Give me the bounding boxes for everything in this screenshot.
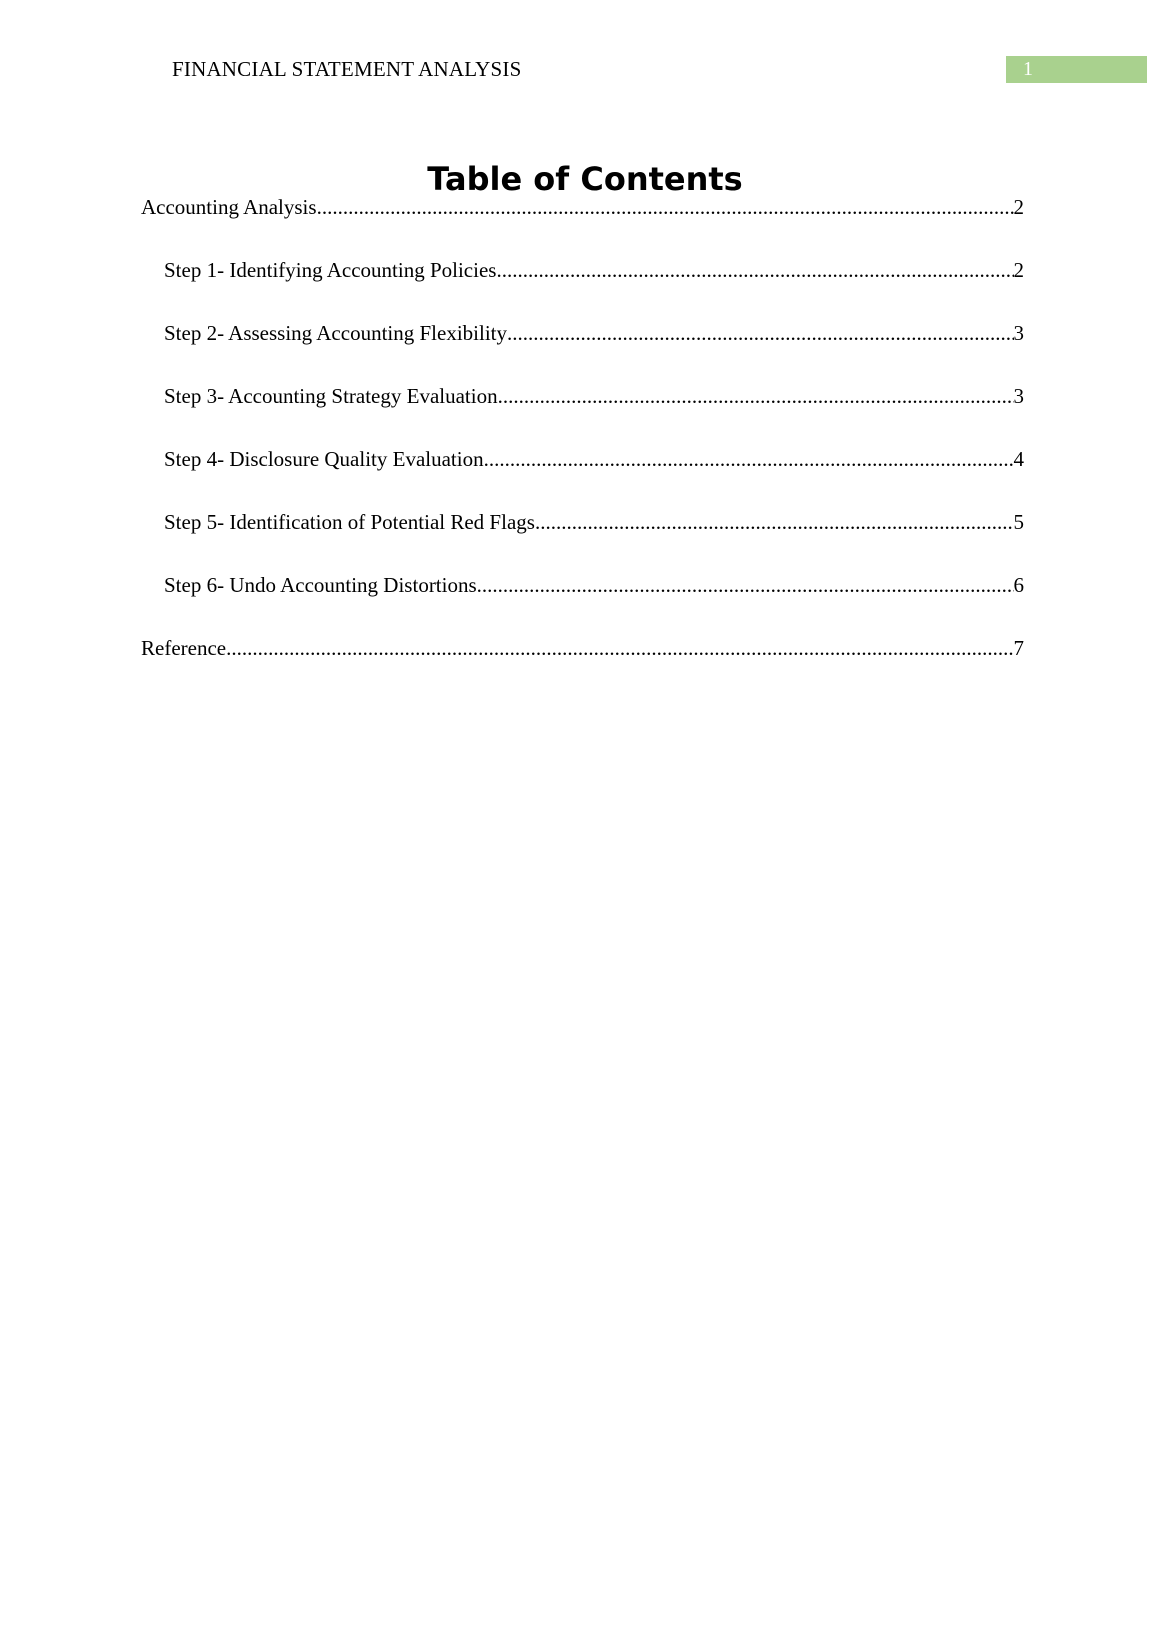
toc-entry-label: Step 4- Disclosure Quality Evaluation: [164, 447, 484, 471]
toc-entry-accounting-analysis[interactable]: [141, 195, 1024, 220]
toc-entry-label: Reference: [141, 636, 227, 660]
toc-entry-step-2[interactable]: [164, 321, 1024, 346]
toc-entry-step-1[interactable]: [164, 258, 1024, 283]
toc-entry-step-6[interactable]: [164, 573, 1024, 598]
toc-dot-leader: [496, 258, 1013, 283]
toc-dot-leader: [498, 384, 1014, 409]
toc-title: Table of Contents: [427, 160, 743, 198]
toc-entry-label: Step 5- Identification of Potential Red Flags: [164, 510, 535, 534]
toc-dot-leader: [477, 573, 1014, 598]
toc-dot-leader: [317, 195, 1014, 220]
toc-dot-leader: [226, 636, 1013, 661]
running-head-title: FINANCIAL STATEMENT ANALYSIS: [172, 57, 522, 81]
toc-entry-label: Accounting Analysis: [141, 195, 317, 219]
toc-entry-page: 3: [1013, 384, 1024, 408]
toc-dot-leader: [535, 510, 1014, 535]
page-number-badge: [1006, 56, 1147, 83]
toc-entry-page: 7: [1013, 636, 1024, 660]
toc-entry-page: 2: [1013, 258, 1024, 282]
toc-entry-page: 3: [1013, 321, 1024, 345]
toc-entry-label: Step 6- Undo Accounting Distortions: [164, 573, 477, 597]
toc-dot-leader: [507, 321, 1013, 346]
page-number: 1: [1023, 58, 1033, 80]
toc-entry-label: Step 3- Accounting Strategy Evaluation: [164, 384, 498, 408]
toc-entry-step-3[interactable]: [164, 384, 1024, 409]
toc-entry-reference[interactable]: [141, 636, 1024, 661]
toc-entry-label: Step 2- Assessing Accounting Flexibility: [164, 321, 508, 345]
toc-entry-step-5[interactable]: [164, 510, 1024, 535]
toc-entry-page: 5: [1013, 510, 1024, 534]
toc-entry-step-4[interactable]: [164, 447, 1024, 472]
toc-entry-label: Step 1- Identifying Accounting Policies: [164, 258, 497, 282]
toc-dot-leader: [484, 447, 1014, 472]
toc-entry-page: 2: [1013, 195, 1024, 219]
toc-entry-page: 6: [1013, 573, 1024, 597]
toc-entry-page: 4: [1013, 447, 1024, 471]
